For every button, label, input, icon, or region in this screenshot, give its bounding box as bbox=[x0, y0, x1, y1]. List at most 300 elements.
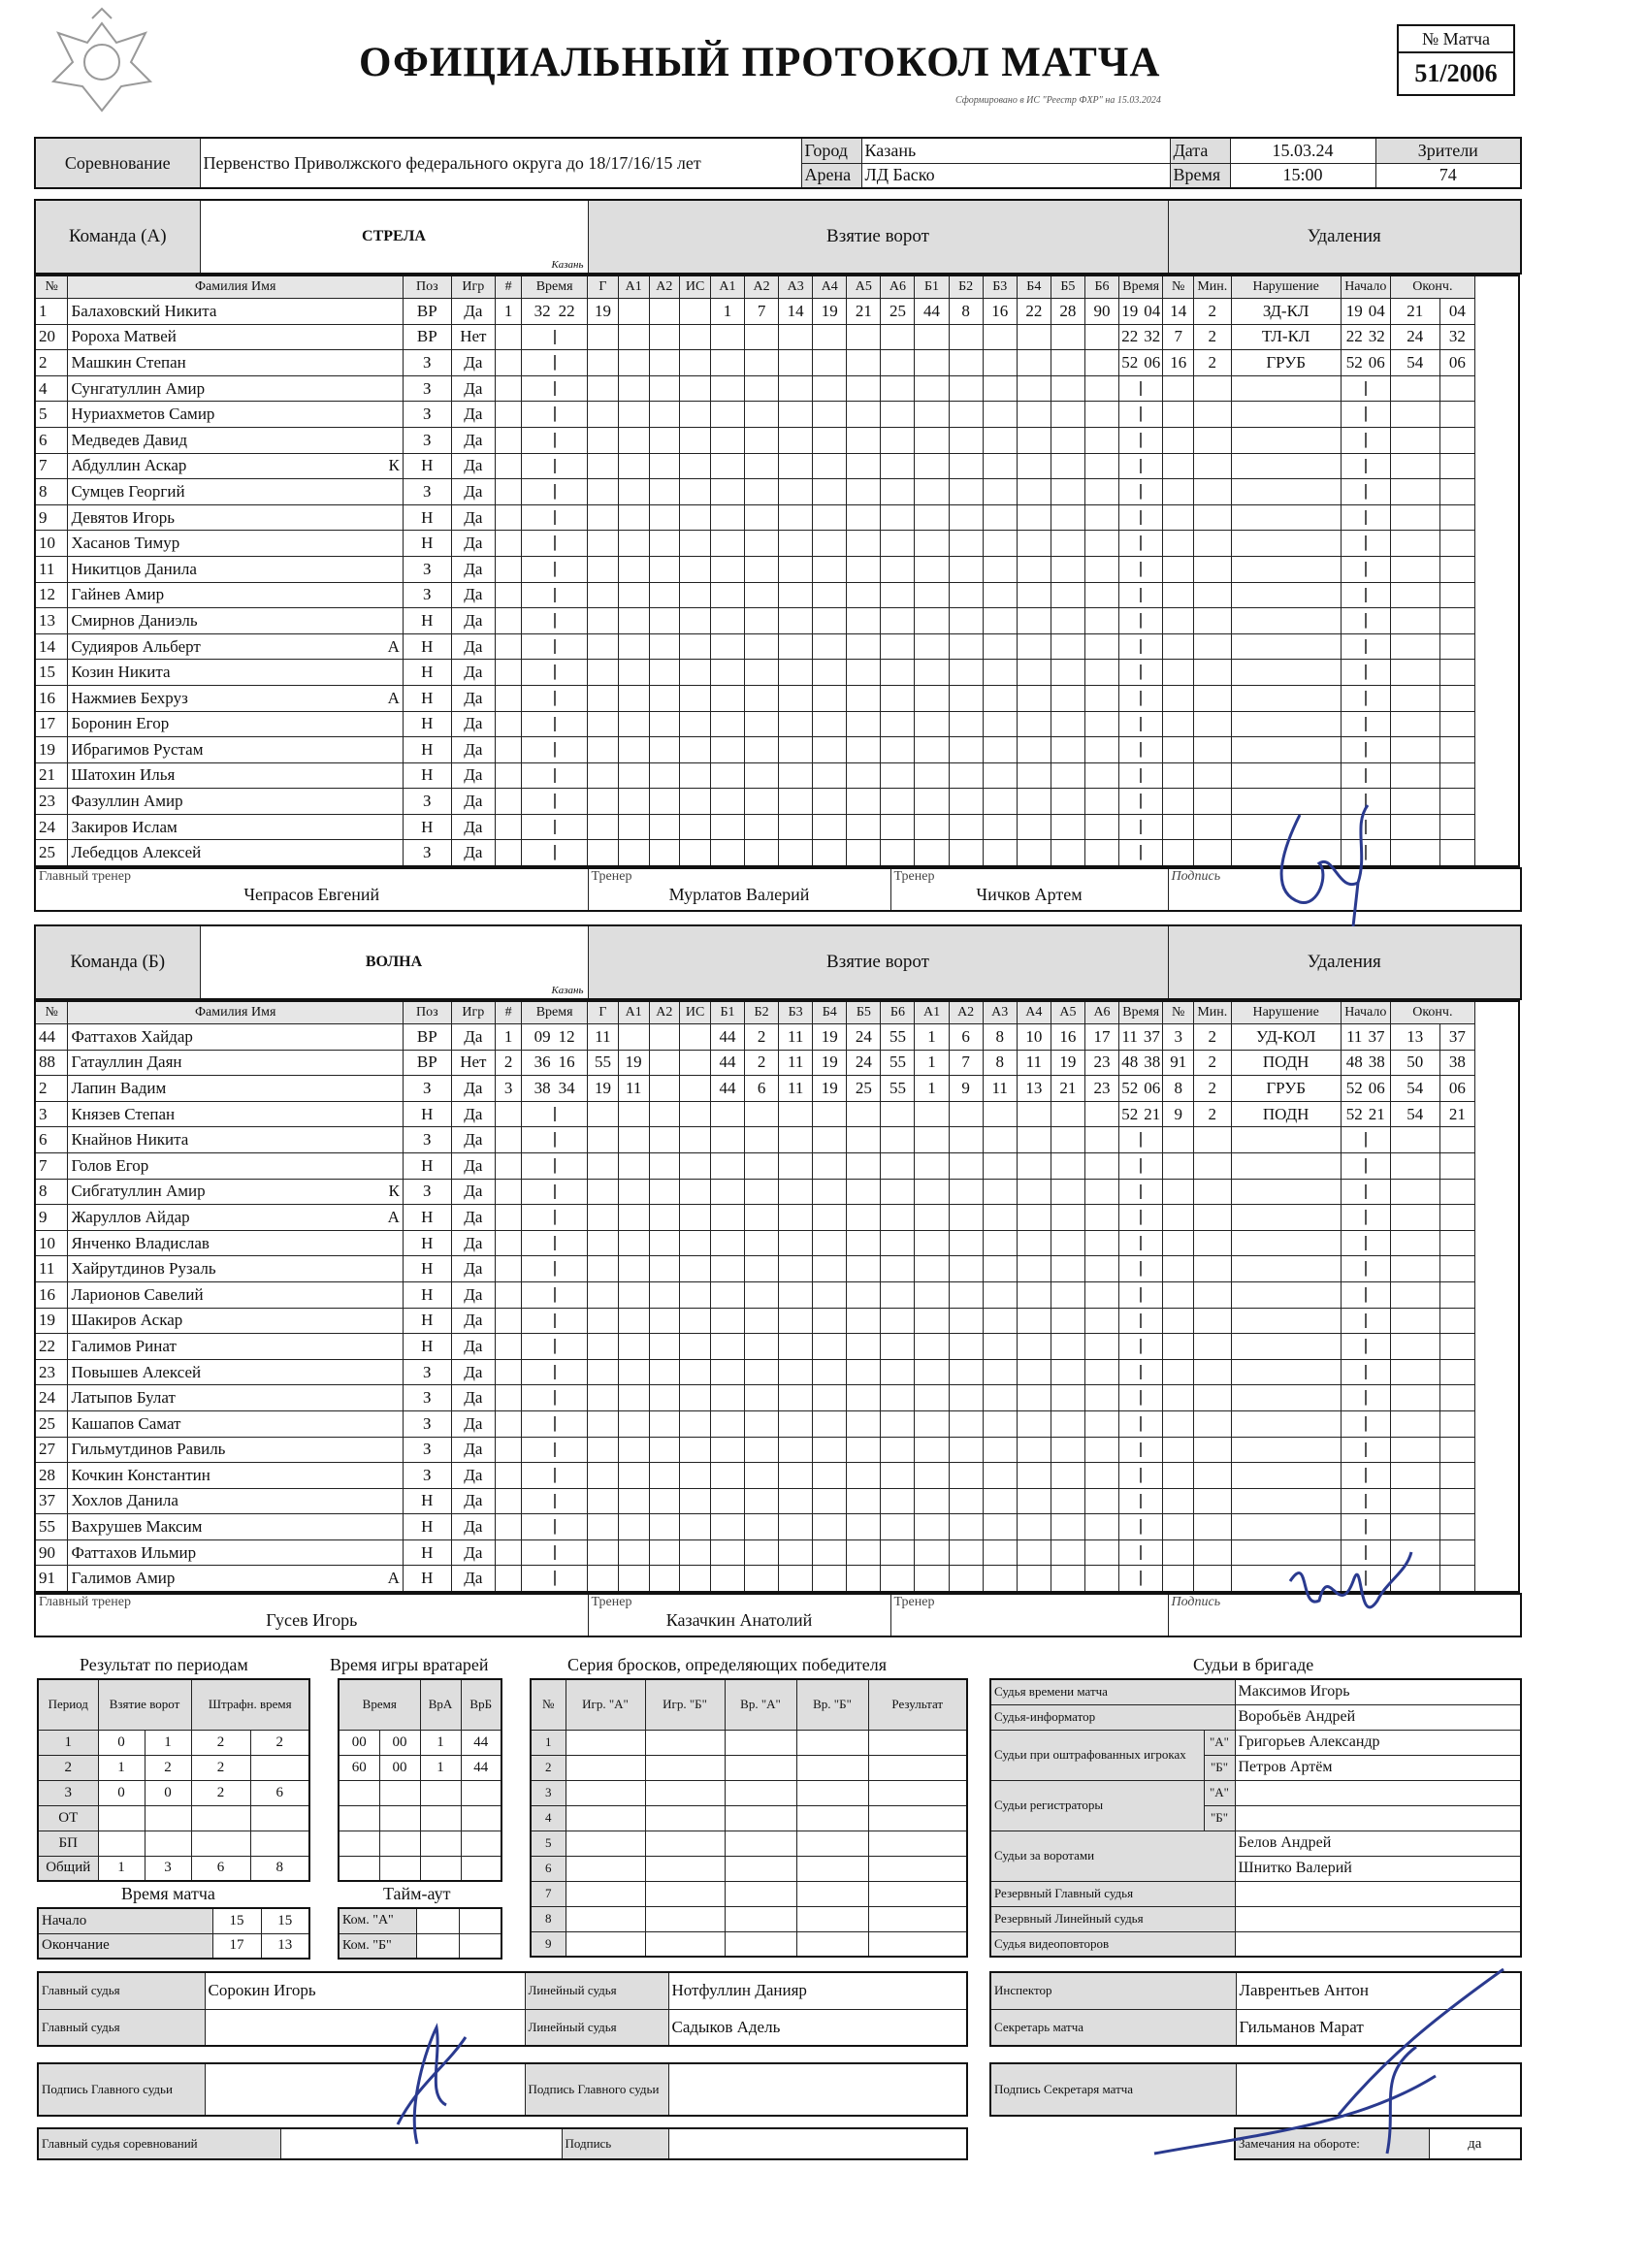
empty-cell bbox=[847, 1463, 881, 1489]
empty-cell bbox=[588, 453, 619, 479]
penalty-start-second: 21 bbox=[1368, 1104, 1385, 1123]
empty-cell bbox=[915, 1385, 949, 1411]
empty-cell bbox=[745, 711, 779, 737]
player-captain bbox=[365, 1076, 404, 1102]
table-row bbox=[35, 324, 1519, 350]
on-ice-player: 25 bbox=[881, 299, 915, 325]
empty-cell bbox=[745, 479, 779, 505]
goal-situation bbox=[680, 1050, 711, 1076]
empty-cell bbox=[588, 1230, 619, 1256]
empty-cell bbox=[1051, 1566, 1084, 1592]
empty-cell bbox=[618, 1437, 649, 1463]
col-on-ice: А5 bbox=[1051, 1001, 1084, 1024]
empty-cell bbox=[881, 556, 915, 582]
empty-cell bbox=[496, 1281, 522, 1308]
goal-second: 22 bbox=[558, 301, 575, 320]
table-row bbox=[35, 1127, 1519, 1153]
team-a-name-cell bbox=[200, 200, 588, 274]
empty-cell bbox=[881, 350, 915, 376]
empty-cell bbox=[796, 1755, 868, 1780]
empty-cell bbox=[1163, 453, 1194, 479]
empty-cell bbox=[983, 1334, 1017, 1360]
empty-cell bbox=[779, 453, 813, 479]
empty-cell bbox=[1084, 737, 1118, 763]
coach-label: Тренер bbox=[893, 1595, 935, 1610]
player-played: Нет bbox=[451, 1050, 495, 1076]
empty-cell bbox=[868, 1881, 967, 1906]
empty-cell bbox=[649, 711, 680, 737]
empty-cell bbox=[745, 1230, 779, 1256]
player-position: Н bbox=[403, 1152, 451, 1179]
empty-cell bbox=[881, 711, 915, 737]
table-row bbox=[339, 1730, 501, 1755]
empty-cell bbox=[379, 1856, 420, 1881]
empty-cell bbox=[983, 789, 1017, 815]
empty-cell bbox=[680, 840, 711, 866]
player-played: Да bbox=[451, 1463, 495, 1489]
empty-cell bbox=[618, 1539, 649, 1566]
team-a-head-coach: Чепрасов Евгений bbox=[243, 885, 380, 905]
empty-cell bbox=[779, 1437, 813, 1463]
table-row bbox=[35, 711, 1519, 737]
empty-cell bbox=[649, 1514, 680, 1540]
empty-cell bbox=[1390, 453, 1439, 479]
empty-cell bbox=[983, 1308, 1017, 1334]
empty-cell bbox=[496, 737, 522, 763]
empty-cell bbox=[710, 582, 744, 608]
penalty-minutes: 2 bbox=[1194, 1024, 1232, 1051]
empty-cell bbox=[779, 789, 813, 815]
empty-cell bbox=[1084, 1127, 1118, 1153]
empty-cell bbox=[779, 685, 813, 711]
empty-cell bbox=[1439, 840, 1474, 866]
empty-cell bbox=[1194, 1463, 1232, 1489]
col-on-ice: Б5 bbox=[847, 1001, 881, 1024]
empty-cell bbox=[1341, 660, 1390, 686]
empty-cell bbox=[588, 1539, 619, 1566]
empty-cell bbox=[915, 582, 949, 608]
empty-cell bbox=[522, 1179, 588, 1205]
col-assist-1: А1 bbox=[618, 275, 649, 299]
player-captain: А bbox=[365, 1566, 404, 1592]
player-name: Хохлов Данила bbox=[68, 1488, 365, 1514]
empty-cell bbox=[566, 1755, 645, 1780]
main-referee-2 bbox=[205, 2009, 525, 2046]
empty-cell bbox=[588, 1179, 619, 1205]
empty-cell bbox=[1163, 1281, 1194, 1308]
empty-cell bbox=[915, 350, 949, 376]
empty-cell bbox=[496, 1205, 522, 1231]
empty-cell bbox=[1051, 1463, 1084, 1489]
empty-cell bbox=[949, 660, 983, 686]
empty-cell bbox=[1194, 737, 1232, 763]
player-name: Фаттахов Ильмир bbox=[68, 1539, 365, 1566]
empty-cell bbox=[522, 402, 588, 428]
empty-cell bbox=[1163, 1152, 1194, 1179]
penalty-start-second: 37 bbox=[1368, 1026, 1385, 1046]
empty-cell bbox=[1341, 685, 1390, 711]
col-on-ice: А5 bbox=[847, 275, 881, 299]
player-number: 14 bbox=[35, 633, 68, 660]
empty-cell bbox=[745, 737, 779, 763]
penalty-start-minute: 11 bbox=[1346, 1026, 1363, 1046]
spectators-label: Зрители bbox=[1375, 138, 1521, 163]
empty-cell bbox=[710, 1281, 744, 1308]
empty-cell bbox=[649, 1101, 680, 1127]
player-position: Н bbox=[403, 711, 451, 737]
empty-cell bbox=[1084, 479, 1118, 505]
player-position: Н bbox=[403, 737, 451, 763]
player-played: Да bbox=[451, 375, 495, 402]
team-a-name: СТРЕЛА bbox=[362, 228, 426, 244]
player-position: ВР bbox=[403, 324, 451, 350]
empty-cell bbox=[522, 1127, 588, 1153]
team-a-goals-title: Взятие ворот bbox=[588, 200, 1168, 274]
empty-cell bbox=[618, 1179, 649, 1205]
empty-cell bbox=[618, 737, 649, 763]
empty-cell bbox=[868, 1805, 967, 1831]
empty-cell bbox=[1119, 1256, 1163, 1282]
penalty-violation: ЗД-КЛ bbox=[1231, 299, 1341, 325]
player-captain bbox=[365, 1463, 404, 1489]
empty-cell bbox=[881, 479, 915, 505]
player-name: Девятов Игорь bbox=[68, 504, 365, 531]
player-position: З bbox=[403, 402, 451, 428]
col-situation: ИС bbox=[680, 1001, 711, 1024]
empty-cell bbox=[983, 737, 1017, 763]
penalty-second: 38 bbox=[1144, 1053, 1161, 1072]
match-time-title: Время матча bbox=[121, 1884, 215, 1903]
empty-cell bbox=[1194, 1152, 1232, 1179]
empty-cell bbox=[1231, 1410, 1341, 1437]
empty-cell bbox=[881, 1308, 915, 1334]
empty-cell bbox=[1341, 1179, 1390, 1205]
on-ice-player: 7 bbox=[745, 299, 779, 325]
player-number: 24 bbox=[35, 1385, 68, 1411]
empty-cell bbox=[496, 1334, 522, 1360]
empty-cell bbox=[618, 1101, 649, 1127]
empty-cell bbox=[1017, 762, 1051, 789]
empty-cell bbox=[1119, 1385, 1163, 1411]
table-row bbox=[35, 504, 1519, 531]
penalty-second: 06 bbox=[1144, 352, 1161, 372]
col-assist-1: А1 bbox=[618, 1001, 649, 1024]
empty-cell bbox=[1439, 814, 1474, 840]
goalie-time-header: Время bbox=[339, 1679, 420, 1730]
player-captain bbox=[365, 1437, 404, 1463]
on-ice-player: 11 bbox=[983, 1076, 1017, 1102]
empty-cell bbox=[1439, 1308, 1474, 1334]
empty-cell bbox=[1439, 633, 1474, 660]
team-a-coach2: Чичков Артем bbox=[976, 885, 1083, 905]
empty-cell bbox=[1163, 1463, 1194, 1489]
team-b-city: Казань bbox=[551, 985, 584, 996]
empty-cell bbox=[779, 737, 813, 763]
empty-cell bbox=[680, 531, 711, 557]
empty-cell bbox=[1439, 1385, 1474, 1411]
col-penalty-end: Оконч. bbox=[1390, 275, 1474, 299]
empty-cell bbox=[949, 608, 983, 634]
col-penalty-end: Оконч. bbox=[1390, 1001, 1474, 1024]
empty-cell bbox=[1051, 427, 1084, 453]
empty-cell bbox=[1119, 1179, 1163, 1205]
on-ice-player: 19 bbox=[813, 1050, 847, 1076]
empty-cell bbox=[618, 789, 649, 815]
empty-cell bbox=[522, 1101, 588, 1127]
shootout-header: Вр. "А" bbox=[725, 1679, 796, 1730]
empty-cell bbox=[1017, 1539, 1051, 1566]
start-hh: 15 bbox=[212, 1908, 261, 1933]
empty-cell bbox=[496, 814, 522, 840]
empty-cell bbox=[779, 1359, 813, 1385]
empty-cell bbox=[1084, 1152, 1118, 1179]
empty-cell bbox=[1231, 633, 1341, 660]
empty-cell bbox=[1084, 1514, 1118, 1540]
table-row bbox=[35, 1024, 1519, 1051]
player-played: Да bbox=[451, 479, 495, 505]
empty-cell bbox=[1163, 1179, 1194, 1205]
empty-cell bbox=[1439, 556, 1474, 582]
shootout-header: Результат bbox=[868, 1679, 967, 1730]
empty-cell bbox=[881, 608, 915, 634]
empty-cell bbox=[949, 762, 983, 789]
player-position: Н bbox=[403, 1308, 451, 1334]
empty-cell bbox=[1231, 1256, 1341, 1282]
penalty-minute: 19 bbox=[1121, 301, 1139, 320]
table-row bbox=[35, 1179, 1519, 1205]
empty-cell bbox=[680, 1334, 711, 1360]
empty-cell bbox=[796, 1931, 868, 1957]
player-name: Гайнев Амир bbox=[68, 582, 365, 608]
empty-cell bbox=[983, 1359, 1017, 1385]
player-captain bbox=[365, 324, 404, 350]
on-ice-player: 1 bbox=[915, 1076, 949, 1102]
col-assist-2: А2 bbox=[649, 1001, 680, 1024]
empty-cell bbox=[379, 1805, 420, 1831]
empty-cell bbox=[566, 1856, 645, 1881]
period-penalty-b: 2 bbox=[250, 1730, 309, 1755]
empty-cell bbox=[522, 840, 588, 866]
competition-name: Первенство Приволжского федерального округа до 18/17/16/15 лет bbox=[200, 138, 801, 188]
player-number: 8 bbox=[35, 1179, 68, 1205]
empty-cell bbox=[1231, 1281, 1341, 1308]
empty-cell bbox=[1163, 479, 1194, 505]
empty-cell bbox=[1051, 1152, 1084, 1179]
empty-cell bbox=[949, 1463, 983, 1489]
empty-cell bbox=[710, 1410, 744, 1437]
empty-cell bbox=[847, 1179, 881, 1205]
empty-cell bbox=[496, 1463, 522, 1489]
empty-cell bbox=[725, 1881, 796, 1906]
empty-cell bbox=[588, 711, 619, 737]
empty-cell bbox=[847, 737, 881, 763]
empty-cell bbox=[881, 1127, 915, 1153]
empty-cell bbox=[710, 1566, 744, 1592]
empty-cell bbox=[949, 453, 983, 479]
empty-cell bbox=[522, 737, 588, 763]
player-position: З bbox=[403, 582, 451, 608]
empty-cell bbox=[881, 1410, 915, 1437]
empty-cell bbox=[1341, 762, 1390, 789]
table-row bbox=[35, 1152, 1519, 1179]
empty-cell bbox=[847, 453, 881, 479]
empty-cell bbox=[881, 582, 915, 608]
goal-situation bbox=[680, 1076, 711, 1102]
on-ice-player: 44 bbox=[710, 1050, 744, 1076]
empty-cell bbox=[680, 737, 711, 763]
empty-cell bbox=[522, 1230, 588, 1256]
line-referee-1: Нотфуллин Данияр bbox=[668, 1972, 967, 2009]
empty-cell bbox=[1084, 814, 1118, 840]
match-number: 51/2006 bbox=[1414, 59, 1498, 87]
col-penalty-time: Время bbox=[1119, 275, 1163, 299]
penalty-end-second: 37 bbox=[1439, 1024, 1474, 1051]
period-penalty-a bbox=[191, 1831, 250, 1856]
player-name: Кашапов Самат bbox=[68, 1410, 365, 1437]
empty-cell bbox=[1163, 737, 1194, 763]
empty-cell bbox=[949, 814, 983, 840]
date-value: 15.03.24 bbox=[1230, 138, 1375, 163]
tag-b: "Б" bbox=[1204, 1805, 1235, 1831]
penalty-end-second: 04 bbox=[1439, 299, 1474, 325]
empty-cell bbox=[813, 375, 847, 402]
empty-cell bbox=[1051, 350, 1084, 376]
empty-cell bbox=[1194, 504, 1232, 531]
empty-cell bbox=[522, 453, 588, 479]
empty-cell bbox=[1390, 1488, 1439, 1514]
empty-cell bbox=[1119, 1334, 1163, 1360]
empty-cell bbox=[522, 762, 588, 789]
empty-cell bbox=[680, 1566, 711, 1592]
empty-cell bbox=[847, 1539, 881, 1566]
empty-cell bbox=[745, 1385, 779, 1411]
empty-cell bbox=[1119, 531, 1163, 557]
empty-cell bbox=[813, 1410, 847, 1437]
period-penalty-b bbox=[250, 1755, 309, 1780]
empty-cell bbox=[1231, 453, 1341, 479]
head-coach-label: Главный тренер bbox=[39, 869, 131, 885]
empty-cell bbox=[725, 1730, 796, 1755]
empty-cell bbox=[618, 660, 649, 686]
empty-cell bbox=[461, 1805, 501, 1831]
player-played: Да bbox=[451, 1230, 495, 1256]
main-referee-label: Главный судья bbox=[38, 2009, 205, 2046]
officials-table bbox=[989, 1678, 1522, 1958]
empty-cell bbox=[813, 1127, 847, 1153]
empty-cell bbox=[881, 1152, 915, 1179]
empty-cell bbox=[618, 1205, 649, 1231]
empty-cell bbox=[779, 402, 813, 428]
empty-cell bbox=[649, 375, 680, 402]
empty-cell bbox=[745, 762, 779, 789]
empty-cell bbox=[725, 1856, 796, 1881]
empty-cell bbox=[618, 685, 649, 711]
empty-cell bbox=[983, 1230, 1017, 1256]
on-ice-player: 19 bbox=[1051, 1050, 1084, 1076]
col-on-ice: А3 bbox=[779, 275, 813, 299]
empty-cell bbox=[588, 1410, 619, 1437]
empty-cell bbox=[710, 324, 744, 350]
empty-cell bbox=[1439, 608, 1474, 634]
empty-cell bbox=[1017, 453, 1051, 479]
empty-cell bbox=[915, 402, 949, 428]
empty-cell bbox=[1084, 375, 1118, 402]
player-captain bbox=[365, 1488, 404, 1514]
table-row bbox=[531, 1931, 967, 1957]
on-ice-player: 2 bbox=[745, 1024, 779, 1051]
empty-cell bbox=[983, 762, 1017, 789]
empty-cell bbox=[949, 1205, 983, 1231]
empty-cell bbox=[1163, 402, 1194, 428]
empty-cell bbox=[618, 1410, 649, 1437]
empty-cell bbox=[1163, 814, 1194, 840]
empty-cell bbox=[496, 1230, 522, 1256]
empty-cell bbox=[1084, 1566, 1118, 1592]
goal-judges-label: Судьи за воротами bbox=[990, 1831, 1235, 1881]
empty-cell bbox=[868, 1831, 967, 1856]
empty-cell bbox=[847, 402, 881, 428]
spectators-value: 74 bbox=[1375, 163, 1521, 188]
empty-cell bbox=[949, 1256, 983, 1282]
player-number: 25 bbox=[35, 1410, 68, 1437]
col-on-ice: А4 bbox=[813, 275, 847, 299]
empty-cell bbox=[745, 556, 779, 582]
empty-cell bbox=[847, 1152, 881, 1179]
penalty-end-minute: 13 bbox=[1390, 1024, 1439, 1051]
empty-cell bbox=[1119, 556, 1163, 582]
empty-cell bbox=[847, 1230, 881, 1256]
empty-cell bbox=[1231, 1334, 1341, 1360]
empty-cell bbox=[1119, 504, 1163, 531]
inspector-label: Инспектор bbox=[990, 1972, 1236, 2009]
empty-cell bbox=[779, 1410, 813, 1437]
empty-cell bbox=[710, 1539, 744, 1566]
empty-cell bbox=[813, 1256, 847, 1282]
player-position: Н bbox=[403, 531, 451, 557]
table-row bbox=[531, 1730, 967, 1755]
tag-b: "Б" bbox=[1204, 1755, 1235, 1780]
empty-cell bbox=[1439, 479, 1474, 505]
col-penalty-start: Начало bbox=[1341, 275, 1390, 299]
empty-cell bbox=[983, 814, 1017, 840]
empty-cell bbox=[949, 1385, 983, 1411]
empty-cell bbox=[1051, 582, 1084, 608]
empty-cell bbox=[1439, 1463, 1474, 1489]
period-label: 3 bbox=[38, 1780, 98, 1805]
penalty-start-minute: 52 bbox=[1345, 1104, 1363, 1123]
empty-cell bbox=[881, 1359, 915, 1385]
empty-cell bbox=[710, 350, 744, 376]
empty-cell bbox=[779, 1256, 813, 1282]
player-number: 8 bbox=[35, 479, 68, 505]
empty-cell bbox=[949, 711, 983, 737]
empty-cell bbox=[649, 1359, 680, 1385]
empty-cell bbox=[813, 1463, 847, 1489]
empty-cell bbox=[588, 1488, 619, 1514]
team-b-coach1-cell bbox=[588, 1594, 890, 1636]
col-on-ice: Б2 bbox=[949, 275, 983, 299]
team-b-section bbox=[34, 924, 1520, 1637]
player-position: ВР bbox=[403, 1050, 451, 1076]
empty-cell bbox=[915, 1256, 949, 1282]
player-name: Князев Степан bbox=[68, 1101, 365, 1127]
empty-cell bbox=[588, 1281, 619, 1308]
empty-cell bbox=[588, 1514, 619, 1540]
empty-cell bbox=[1390, 1179, 1439, 1205]
empty-cell bbox=[779, 762, 813, 789]
empty-cell bbox=[1439, 1205, 1474, 1231]
empty-cell bbox=[649, 1152, 680, 1179]
